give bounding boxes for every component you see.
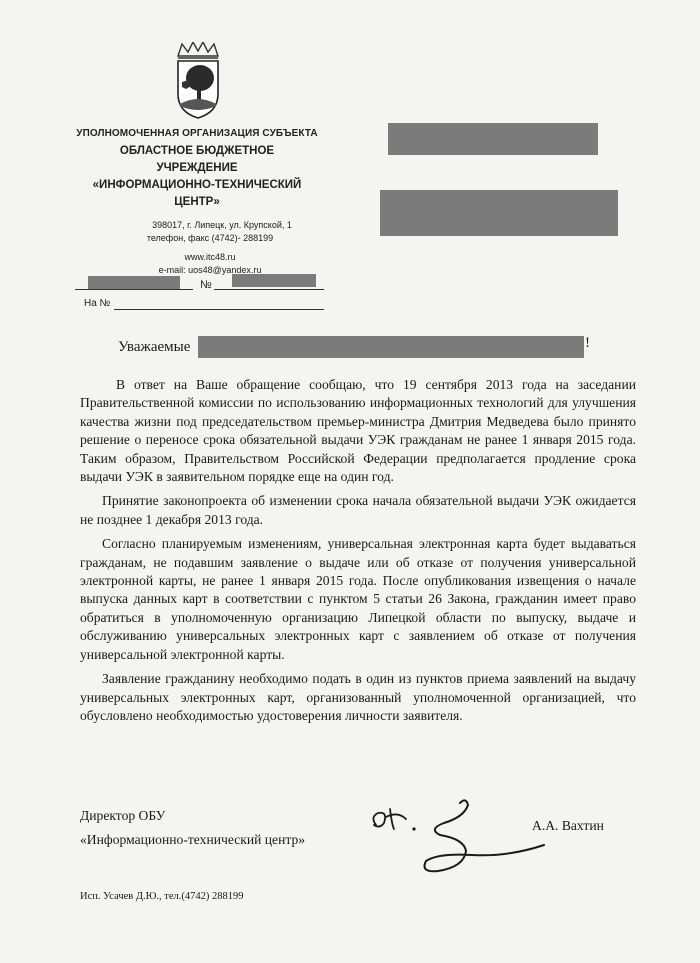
phone: телефон, факс (4742)- 288199 <box>146 232 274 243</box>
org-line-1: УПОЛНОМОЧЕННАЯ ОРГАНИЗАЦИЯ СУБЪЕКТА <box>76 128 318 139</box>
number-underline <box>214 289 324 290</box>
redacted-date <box>88 276 180 289</box>
paragraph-2: Принятие законопроекта об изменении срока начала обязательной выдачи УЭК ожидается не позднее 1 декабря 2013 года. <box>80 493 636 527</box>
number-sign: № <box>200 279 212 291</box>
salutation-exclamation: ! <box>585 335 590 351</box>
redacted-recipient-name <box>198 336 584 358</box>
redacted-addressee-2 <box>380 190 618 236</box>
coat-of-arms-icon <box>172 42 224 120</box>
redacted-number <box>232 274 316 287</box>
date-underline <box>75 289 193 290</box>
website: www.itc48.ru <box>184 252 236 262</box>
organization-contacts <box>110 219 310 276</box>
executor-info: Исп. Усачев Д.Ю., тел.(4742) 288199 <box>80 891 244 902</box>
paragraph-3: Согласно планируемым изменениям, универсальная электронная карта будет выдаваться гражданам, не подавшим заявление о выдаче или об отказе от получения универсальной электронной карты, не ранее 1 января 2015 года. После опубликования извещения о начале выпуска данных карт в соответствии с пунктом 5 статьи 26 Закона, гражданин имеет право обратиться в уполномоченную организацию Липецкой области по выпуску, выдаче и обслуживанию универсальных электронных карт с заявлением об отказе от получения универсальной электронной карты. <box>80 536 636 662</box>
signer-position-line-2: «Информационно-технический центр» <box>80 832 306 847</box>
org-line-2: ОБЛАСТНОЕ БЮДЖЕТНОЕ <box>119 145 275 157</box>
email: e-mail: uos48@yandex.ru <box>158 264 262 275</box>
organization-name <box>72 128 322 211</box>
salutation-greeting: Уважаемые <box>118 339 191 355</box>
org-line-4: «ИНФОРМАЦИОННО-ТЕХНИЧЕСКИЙ <box>92 179 302 191</box>
reply-to-label: На № <box>84 298 111 309</box>
signer-position <box>80 804 305 852</box>
reply-to-underline <box>114 309 324 310</box>
paragraph-4: Заявление гражданину необходимо подать в один из пунктов приема заявлений на выдачу универсальных электронных карт, организованный уполномоченной организацией, что обусловлено необходимостью удостоверения личности заявителя. <box>80 671 636 723</box>
handwritten-signature <box>368 795 548 885</box>
letter-body <box>80 376 636 725</box>
signer-position-line-1: Директор ОБУ <box>80 808 166 823</box>
org-line-5: ЦЕНТР» <box>174 196 220 208</box>
redacted-addressee-1 <box>388 123 598 155</box>
address: 398017, г. Липецк, ул. Крупской, 1 <box>152 220 292 230</box>
org-line-3: УЧРЕЖДЕНИЕ <box>156 162 238 174</box>
paragraph-1: В ответ на Ваше обращение сообщаю, что 19 сентября 2013 года на заседании Правительственной комиссии по использованию информационных технологий для улучшения качества жизни под председательством премьер-министра Дмитрия Медведева было принято решение о переносе срока обязательной выдачи УЭК гражданам не ранее 1 января 2015 года. Таким образом, Правительством Российской Федерации предполагается продление срока выдачи УЭК в заявительном порядке еще на один год. <box>80 377 636 485</box>
signer-name: А.А. Вахтин <box>532 818 604 833</box>
